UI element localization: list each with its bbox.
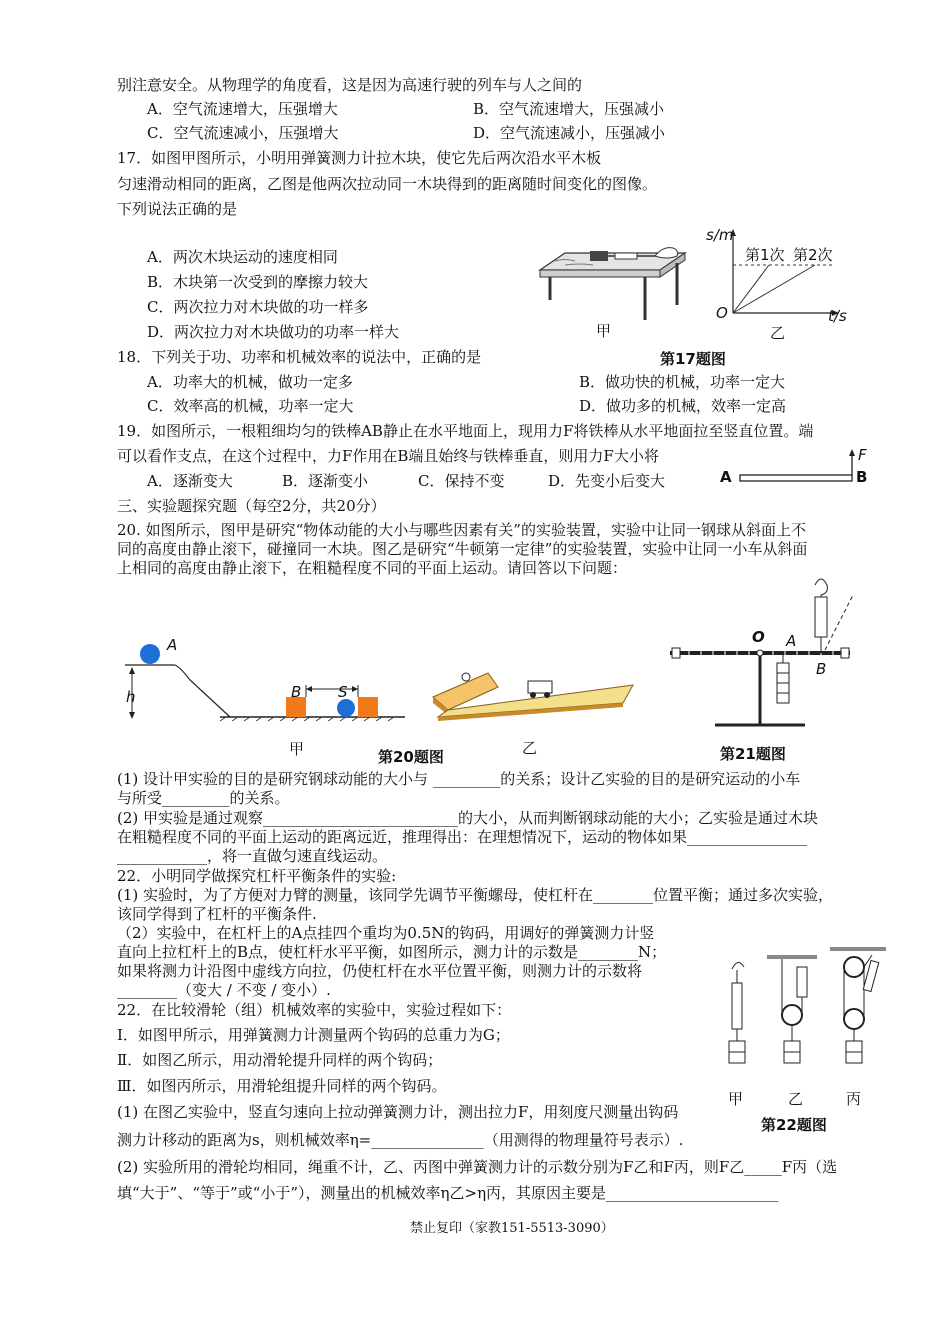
q22-fig-caption: 第22题图 (761, 1116, 827, 1134)
q20-part2-line3: ____________，将一直做匀速直线运动。 (117, 847, 388, 865)
q21-part2-line4: ________（变大 / 不变 / 变小）. (117, 981, 331, 999)
q20-fig-yi-label: 乙 (522, 739, 538, 757)
q17-option-d: D．两次拉力对木块做功的功率一样大 (147, 323, 400, 341)
q18-option-c: C．效率高的机械，功率一定大 (147, 397, 354, 415)
q17-series2-label: 第2次 (793, 246, 833, 264)
q22-step2: Ⅱ．如图乙所示，用动滑轮提升同样的两个钩码； (117, 1051, 443, 1069)
q21-part1-line2: 该同学得到了杠杆的平衡条件. (117, 905, 317, 923)
q17-line1: 17．如图甲图所示，小明用弹簧测力计拉木块，使它先后两次沿水平木板 (117, 149, 602, 167)
q22-step3: Ⅲ．如图丙所示，用滑轮组提升同样的两个钩码。 (117, 1077, 447, 1095)
q17-option-b: B．木块第一次受到的摩擦力较大 (147, 273, 369, 291)
q21-part2-line1: （2）实验中，在杠杆上的A点挂四个重均为0.5N的钩码，用调好的弹簧测力计竖 (117, 924, 655, 942)
q19-label-f: F (858, 446, 867, 464)
q17-axis-x-label: t/s (828, 307, 847, 325)
q17-fig-jia-label: 甲 (596, 322, 612, 340)
q16-stem: 别注意安全。从物理学的角度看，这是因为高速行驶的列车与人之间的 (117, 76, 583, 94)
q22-fig-jia-label: 甲 (728, 1090, 744, 1108)
q20-part1-line2: 与所受_________的关系。 (117, 789, 290, 807)
q19-option-c: C．保持不变 (418, 472, 505, 490)
q21-part2-line2: 直向上拉杠杆上的B点，使杠杆水平平衡，如图所示，测力计的示数是________N； (117, 943, 667, 961)
q17-option-a: A．两次木块运动的速度相同 (147, 248, 338, 266)
q21-lever-figure (665, 575, 875, 735)
q17-axis-y-label: s/m (706, 226, 734, 244)
q20-label-b: B (291, 683, 302, 701)
q17-line2: 匀速滑动相同的距离，乙图是他两次拉动同一木块得到的距离随时间变化的图像。 (117, 175, 658, 193)
q18-option-d: D．做功多的机械，效率一定高 (579, 397, 787, 415)
q17-table-figure (535, 225, 700, 325)
q20-label-h: h (126, 688, 136, 706)
q22-part2-line2: 填“大于”、“等于”或“小于”），测量出的机械效率η乙>η丙，其原因主要是_______________________ (117, 1184, 779, 1202)
q18-option-a: A．功率大的机械，做功一定多 (147, 373, 353, 391)
q19-label-b: B (856, 468, 868, 486)
q21-fig-caption: 第21题图 (720, 745, 786, 763)
q17-option-c: C．两次拉力对木块做的功一样多 (147, 298, 369, 316)
q22-part1-line2: 测力计移动的距离为s，则机械效率η=_______________（用测得的物理量符号表示）. (117, 1131, 684, 1149)
q20-label-a: A (167, 636, 178, 654)
q18-option-b: B．做功快的机械，功率一定大 (579, 373, 786, 391)
section3-heading: 三、实验题探究题（每空2分，共20分） (117, 497, 386, 515)
q20-yi-figure (428, 655, 638, 725)
q21-part1-line1: (1) 实验时，为了方便对力臂的测量，该同学先调节平衡螺母，使杠杆在________位置平衡；通过多次实验， (117, 886, 834, 904)
q17-fig-yi-label: 乙 (770, 324, 786, 342)
q17-line3: 下列说法正确的是 (117, 200, 238, 218)
q20-part2-line2: 在粗糙程度不同的平面上运动的距离远近，推理得出：在理想情况下，运动的物体如果________________ (117, 828, 808, 846)
q19-line1: 19．如图所示，一根粗细均匀的铁棒AB静止在水平地面上，现用力F将铁棒从水平地面拉至竖直位置。端 (117, 422, 814, 440)
q20-label-s: S (338, 683, 348, 701)
q22-pulley-figure (722, 945, 890, 1090)
q22-part2-line1: (2) 实验所用的滑轮均相同，绳重不计，乙、丙图中弹簧测力计的示数分别为F乙和F丙，则F乙_____F丙（选 (117, 1158, 838, 1176)
q21-part2-line3: 如果将测力计沿图中虚线方向拉，仍使杠杆在水平位置平衡，则测力计的示数将 (117, 962, 643, 980)
q20-fig-jia-label: 甲 (289, 740, 305, 758)
q16-option-b: B．空气流速增大，压强减小 (473, 100, 665, 118)
q22-part1-line1: (1) 在图乙实验中，竖直匀速向上拉动弹簧测力计，测出拉力F，用刻度尺测量出钩码 (117, 1103, 679, 1121)
q19-option-d: D．先变小后变大 (548, 472, 666, 490)
q16-option-c: C．空气流速减小，压强增大 (147, 124, 339, 142)
q20-line1: 20. 如图所示，图甲是研究“物体动能的大小与哪些因素有关”的实验装置，实验中让同一钢球从斜面上不 (117, 521, 806, 539)
q21-title: 22．小明同学做探究杠杆平衡条件的实验: (117, 867, 397, 885)
q22-fig-bing-label: 丙 (846, 1090, 862, 1108)
q17-fig-caption: 第17题图 (660, 350, 726, 368)
q17-origin-label: O (716, 304, 728, 322)
q21-label-b: B (816, 660, 827, 678)
q16-option-a: A．空气流速增大，压强增大 (147, 100, 338, 118)
q19-line2: 可以看作支点，在这个过程中，力F作用在B端且始终与铁棒垂直，则用力F大小将 (117, 447, 659, 465)
q19-rod-figure (735, 448, 860, 488)
q17-series1-label: 第1次 (745, 246, 785, 264)
page-footer: 禁止复印（家教151-5513-3090） (410, 1221, 614, 1236)
q18-stem: 18．下列关于功、功率和机械效率的说法中，正确的是 (117, 348, 482, 366)
q20-jia-figure (120, 635, 410, 735)
q22-step1: Ⅰ．如图甲所示，用弹簧测力计测量两个钩码的总重力为G； (117, 1026, 510, 1044)
q16-option-d: D．空气流速减小，压强减小 (473, 124, 666, 142)
q20-line3: 上相同的高度由静止滚下，在粗糙程度不同的平面上运动。请回答以下问题： (117, 559, 628, 577)
q21-label-o: O (752, 628, 765, 646)
q19-option-b: B．逐渐变小 (282, 472, 369, 490)
q19-option-a: A．逐渐变大 (147, 472, 233, 490)
q22-title: 22．在比较滑轮（组）机械效率的实验中，实验过程如下： (117, 1001, 512, 1019)
q20-part1-line1: (1) 设计甲实验的目的是研究钢球动能的大小与 _________的关系；设计乙实验的目的是研究运动的小车 (117, 770, 801, 788)
q22-fig-yi-label: 乙 (788, 1090, 804, 1108)
q20-fig-caption: 第20题图 (378, 748, 444, 766)
q20-line2: 同的高度由静止滚下，碰撞同一木块。图乙是研究“牛顿第一定律”的实验装置，实验中让同一小车从斜面 (117, 540, 808, 558)
q20-part2-line1: (2) 甲实验是通过观察__________________________的大小，从而判断钢球动能的大小；乙实验是通过木块 (117, 809, 819, 827)
q19-label-a: A (720, 468, 732, 486)
q21-label-a: A (786, 632, 797, 650)
